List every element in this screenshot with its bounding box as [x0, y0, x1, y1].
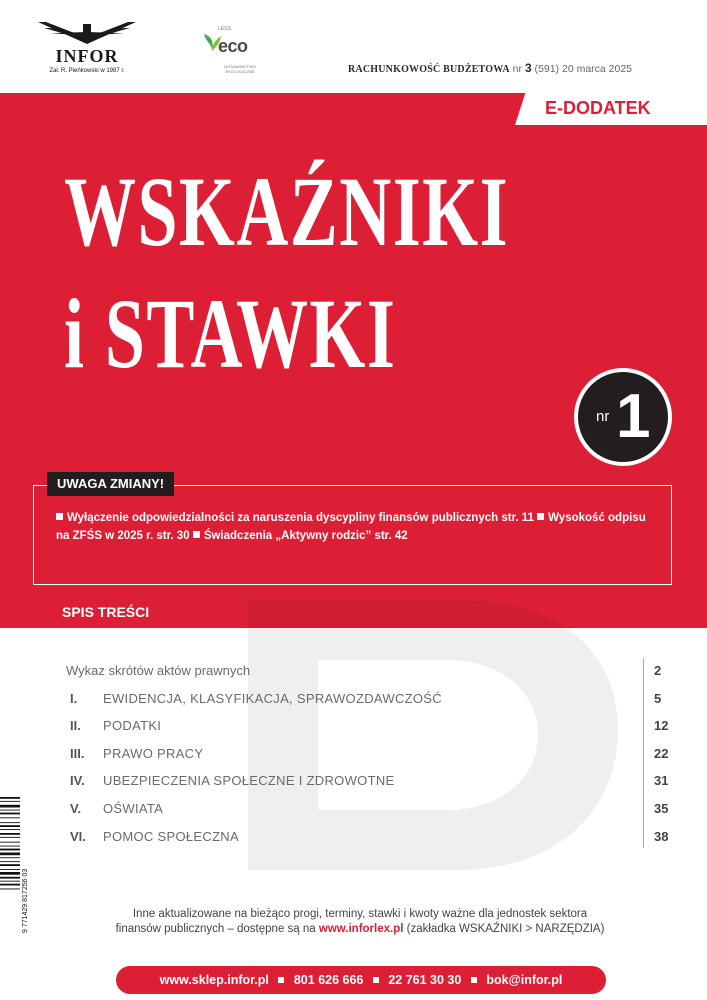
- toc-row-page: 5: [654, 691, 662, 706]
- main-title-line1: WSKAŹNIKI: [64, 156, 510, 267]
- issue-date: (591) 20 marca 2025: [534, 63, 633, 75]
- toc-row[interactable]: [0, 663, 707, 683]
- footer-line1: Inne aktualizowane na bieżąco progi, terminy, stawki i kwoty ważne dla jednostek sektora: [132, 908, 588, 920]
- inforlex-link[interactable]: www.inforlex.pl: [318, 923, 404, 935]
- bullet-square-icon: [193, 531, 200, 538]
- separator-square-icon: [471, 977, 477, 983]
- eco-small-label: LESS: [218, 26, 231, 32]
- toc-row-page: 2: [654, 663, 662, 678]
- toc-row-title: Wykaz skrótów aktów prawnych: [66, 663, 251, 678]
- eco-brand: eco: [218, 36, 248, 56]
- bullet-square-icon: [56, 513, 63, 520]
- header: [0, 0, 707, 95]
- eco-logo: [202, 22, 272, 77]
- toc-row[interactable]: [0, 718, 707, 738]
- eco-sub-label: WYDAWNICTWO EKOLOGICZNE: [224, 64, 256, 74]
- number-badge: [574, 368, 672, 466]
- changes-item: Wysokość odpisu na ZFŚS w 2025 r. str. 30: [56, 512, 646, 542]
- toc-row-page: 12: [654, 718, 669, 733]
- issue-info: [348, 61, 632, 75]
- toc-row-title: PODATKI: [103, 718, 162, 733]
- barcode: [0, 795, 30, 935]
- contact-phone-2[interactable]: 22 761 30 30: [388, 973, 462, 987]
- toc-label: SPIS TREŚCI: [50, 598, 161, 626]
- toc-row-title: EWIDENCJA, KLASYFIKACJA, SPRAWOZDAWCZOŚĆ: [103, 691, 442, 706]
- toc-row-page: 35: [654, 801, 669, 816]
- toc-row-title: UBEZPIECZENIA SPOŁECZNE I ZDROWOTNE: [103, 773, 395, 788]
- toc-row-page: 31: [654, 773, 669, 788]
- toc-row-number: III.: [70, 746, 85, 761]
- changes-list: [56, 509, 660, 545]
- separator-square-icon: [278, 977, 284, 983]
- toc-row-number: V.: [70, 801, 82, 816]
- toc-row[interactable]: [0, 773, 707, 793]
- eagle-wings-icon: [36, 18, 138, 46]
- issue-prefix: nr: [512, 63, 523, 75]
- barcode-digits: 9 771429 817256 03: [22, 868, 29, 933]
- main-title-line2: i STAWKI: [64, 278, 397, 389]
- toc-row-number: I.: [70, 691, 78, 706]
- contact-bar: [116, 966, 606, 994]
- toc-row-page: 22: [654, 746, 669, 761]
- toc-row[interactable]: [0, 691, 707, 711]
- toc-row-number: VI.: [70, 829, 86, 844]
- infor-logo[interactable]: [32, 18, 142, 80]
- bullet-square-icon: [537, 513, 544, 520]
- infor-founded: Zał. R. Pieńkowski w 1987 r.: [49, 68, 125, 74]
- footer-note: [60, 907, 660, 937]
- toc-row-number: II.: [70, 718, 81, 733]
- changes-item: Wyłączenie odpowiedzialności za naruszenia dyscypliny finansów publicznych str. 11: [56, 512, 534, 524]
- toc-row-title: OŚWIATA: [103, 801, 164, 816]
- infor-brand: INFOR: [55, 46, 119, 66]
- number-badge-prefix: nr: [596, 408, 610, 425]
- contact-email[interactable]: bok@infor.pl: [486, 973, 563, 987]
- number-badge-value: 1: [616, 382, 651, 451]
- changes-label: UWAGA ZMIANY!: [47, 472, 174, 496]
- toc-row-title: POMOC SPOŁECZNA: [103, 829, 239, 844]
- issue-number: 3: [524, 61, 532, 75]
- footer-line2: finansów publicznych – dostępne są na www.inforlex.pl (zakładka WSKAŹNIKI > NARZĘDZIA): [115, 923, 605, 935]
- toc-row-number: IV.: [70, 773, 85, 788]
- toc-row[interactable]: [0, 801, 707, 821]
- changes-item: Świadczenia „Aktywny rodzic” str. 42: [193, 530, 408, 542]
- toc-row[interactable]: [0, 746, 707, 766]
- publication-name: RACHUNKOWOŚĆ BUDŻETOWA: [348, 64, 510, 75]
- toc-row-title: PRAWO PRACY: [103, 746, 204, 761]
- toc-row-page: 38: [654, 829, 669, 844]
- contact-shop-link[interactable]: www.sklep.infor.pl: [159, 973, 269, 987]
- e-dodatek-label: E-DODATEK: [545, 98, 651, 118]
- contact-phone-1[interactable]: 801 626 666: [293, 973, 364, 987]
- separator-square-icon: [373, 977, 379, 983]
- toc-row[interactable]: [0, 829, 707, 849]
